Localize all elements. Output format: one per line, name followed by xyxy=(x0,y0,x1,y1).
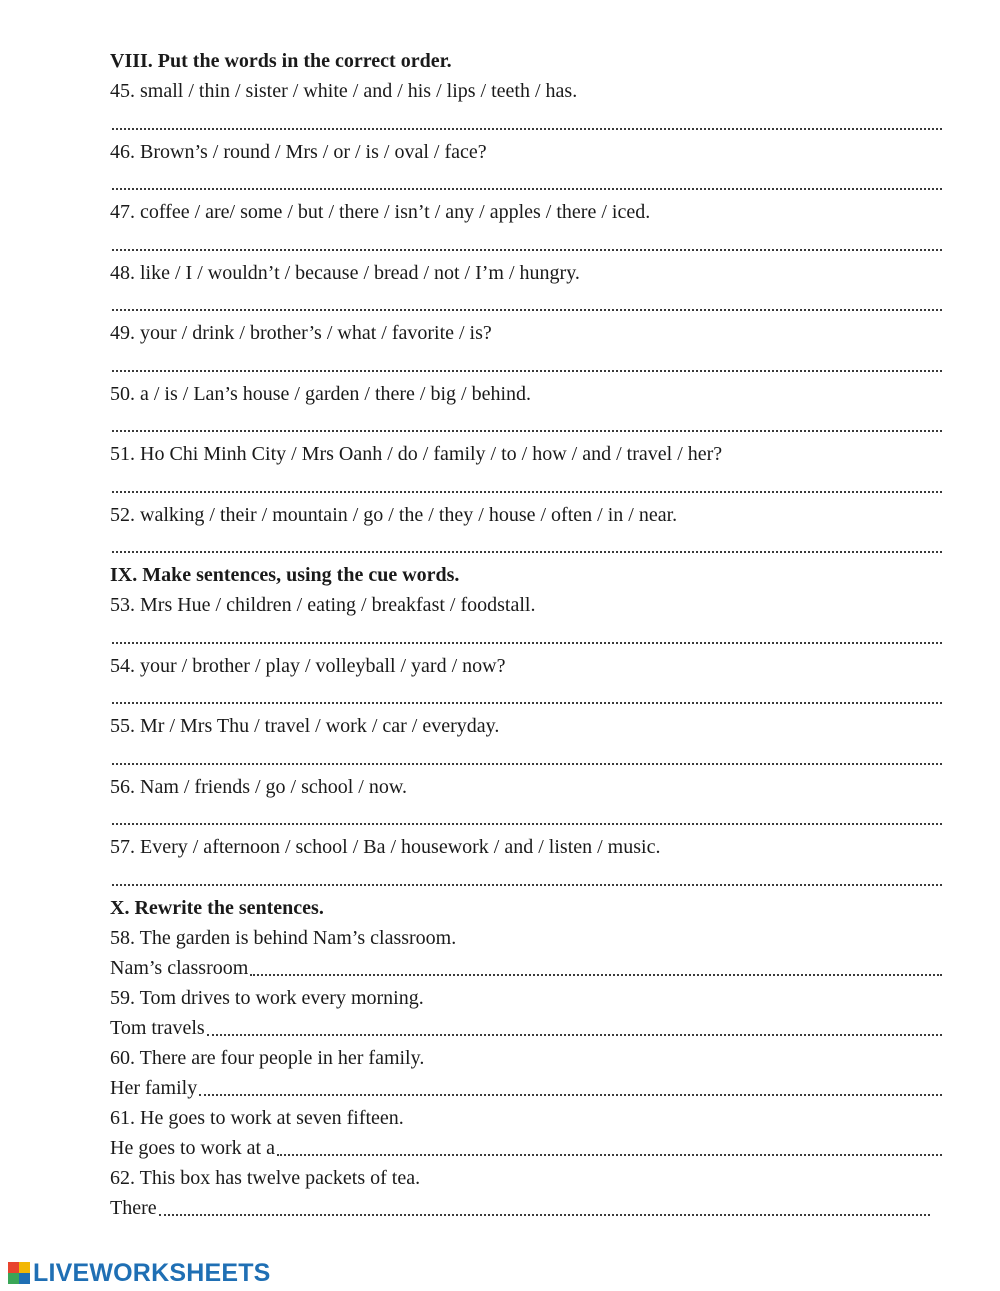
answer-line-51[interactable] xyxy=(110,469,942,500)
answer-line-45[interactable] xyxy=(110,106,942,137)
answer-line-54[interactable] xyxy=(110,681,942,712)
answer-line-58[interactable] xyxy=(250,974,942,976)
question-47: 47. coffee / are/ some / but / there / isn’t / any / apples / there / iced. xyxy=(110,201,651,223)
section-rewrite xyxy=(110,893,942,1223)
rewrite-prompt: There xyxy=(110,1196,157,1219)
answer-line-46[interactable] xyxy=(110,167,942,198)
liveworksheets-icon xyxy=(8,1262,30,1284)
logo-square-red xyxy=(8,1262,19,1273)
rewrite-prompt: Tom travels xyxy=(110,1016,205,1039)
question-45: 45. small / thin / sister / white / and / his / lips / teeth / has. xyxy=(110,80,578,102)
answer-line-47[interactable] xyxy=(110,227,942,258)
answer-line-48[interactable] xyxy=(110,288,942,319)
question-58: 58. The garden is behind Nam’s classroom. xyxy=(110,926,457,949)
worksheet xyxy=(110,46,942,1223)
answer-line-62[interactable] xyxy=(159,1214,930,1216)
question-62: 62. This box has twelve packets of tea. xyxy=(110,1166,421,1189)
question-50: 50. a / is / Lan’s house / garden / there / big / behind. xyxy=(110,382,532,405)
answer-line-52[interactable] xyxy=(110,530,942,561)
question-52: 52. walking / their / mountain / go / the / they / house / often / in / near. xyxy=(110,503,678,526)
rewrite-row-59 xyxy=(110,1013,942,1043)
answer-line-56[interactable] xyxy=(110,802,942,833)
question-54: 54. your / brother / play / volleyball / yard / now? xyxy=(110,654,506,677)
question-60: 60. There are four people in her family. xyxy=(110,1046,425,1069)
rewrite-row-60 xyxy=(110,1073,942,1103)
brand-name: LIVEWORKSHEETS xyxy=(33,1258,271,1287)
answer-line-61[interactable] xyxy=(277,1154,942,1156)
rewrite-row-61 xyxy=(110,1133,942,1163)
answer-line-55[interactable] xyxy=(110,741,942,772)
logo-square-blue xyxy=(19,1273,30,1284)
answer-line-53[interactable] xyxy=(110,620,942,651)
section-heading: VIII. Put the words in the correct order. xyxy=(110,50,452,72)
question-51: 51. Ho Chi Minh City / Mrs Oanh / do / family / to / how / and / travel / her? xyxy=(110,443,723,465)
question-48: 48. like / I / wouldn’t / because / bread / not / I’m / hungry. xyxy=(110,261,580,284)
question-49: 49. your / drink / brother’s / what / favorite / is? xyxy=(110,322,492,344)
answer-line-60[interactable] xyxy=(199,1094,942,1096)
answer-line-49[interactable] xyxy=(110,348,942,379)
section-order xyxy=(110,46,942,560)
question-53: 53. Mrs Hue / children / eating / breakfast / foodstall. xyxy=(110,594,536,616)
question-57: 57. Every / afternoon / school / Ba / housework / and / listen / music. xyxy=(110,836,661,858)
logo-square-yellow xyxy=(19,1262,30,1273)
section-cue xyxy=(110,560,942,893)
liveworksheets-logo[interactable] xyxy=(8,1259,271,1287)
question-59: 59. Tom drives to work every morning. xyxy=(110,986,424,1009)
answer-line-59[interactable] xyxy=(207,1034,942,1036)
rewrite-prompt: Her family xyxy=(110,1076,198,1099)
question-46: 46. Brown’s / round / Mrs / or / is / oval / face? xyxy=(110,140,487,163)
question-61: 61. He goes to work at seven fifteen. xyxy=(110,1106,404,1129)
rewrite-row-58 xyxy=(110,953,942,983)
question-55: 55. Mr / Mrs Thu / travel / work / car / everyday. xyxy=(110,715,500,737)
logo-square-green xyxy=(8,1273,19,1284)
section-heading: X. Rewrite the sentences. xyxy=(110,896,324,919)
section-heading: IX. Make sentences, using the cue words. xyxy=(110,564,460,586)
question-56: 56. Nam / friends / go / school / now. xyxy=(110,775,408,798)
answer-line-57[interactable] xyxy=(110,862,942,893)
rewrite-row-62 xyxy=(110,1193,942,1223)
rewrite-prompt: He goes to work at a xyxy=(110,1136,275,1159)
rewrite-prompt: Nam’s classroom xyxy=(110,956,249,979)
answer-line-50[interactable] xyxy=(110,409,942,440)
